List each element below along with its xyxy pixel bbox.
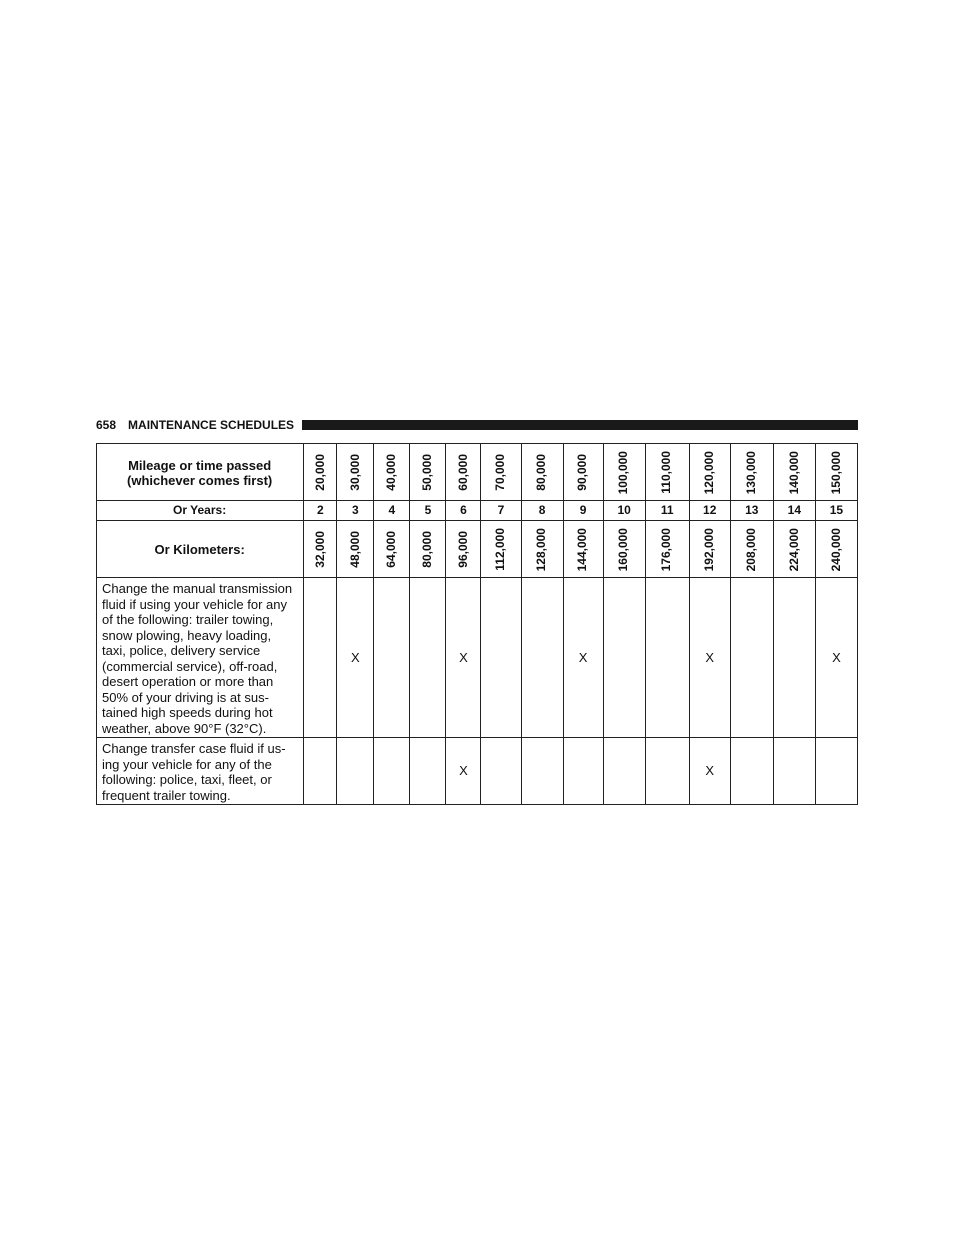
service-mark: X [446,738,481,805]
years-cell: 14 [773,501,815,521]
years-cell: 7 [481,501,521,521]
service-mark [521,738,563,805]
service-mark [481,578,521,738]
kilometers-cell: 208,000 [730,521,773,578]
service-mark [645,738,689,805]
service-mark: X [446,578,481,738]
years-cell: 4 [374,501,410,521]
mileage-cell: 80,000 [521,444,563,501]
kilometers-cell: 224,000 [773,521,815,578]
mileage-cell: 20,000 [304,444,337,501]
schedule-row-manual-transmission [97,578,858,738]
service-mark [815,738,857,805]
years-cell: 10 [603,501,645,521]
kilometers-cell: 96,000 [446,521,481,578]
mileage-cell: 70,000 [481,444,521,501]
kilometers-cell: 144,000 [563,521,603,578]
mileage-cell: 110,000 [645,444,689,501]
mileage-cell: 40,000 [374,444,410,501]
mileage-cell: 60,000 [446,444,481,501]
mileage-cell: 130,000 [730,444,773,501]
kilometers-cell: 32,000 [304,521,337,578]
mileage-label-line: Mileage or time passed [128,457,272,473]
years-cell: 8 [521,501,563,521]
service-mark [304,738,337,805]
kilometers-cell: 192,000 [689,521,730,578]
page-number: 658 [96,418,117,432]
service-mark [603,738,645,805]
service-mark [730,578,773,738]
kilometers-cell: 64,000 [374,521,410,578]
service-mark [521,578,563,738]
kilometers-row [97,521,858,578]
kilometers-cell: 80,000 [410,521,446,578]
service-mark [337,738,374,805]
mileage-cell: 90,000 [563,444,603,501]
service-mark: X [815,578,857,738]
mileage-cell: 50,000 [410,444,446,501]
mileage-cell: 120,000 [689,444,730,501]
header-rule [302,420,858,430]
row-description: Change the manual transmission fluid if using your vehicle for any of the following: trailer towing, snow plowing, heavy loading, taxi, police, delivery service (commercial service), off-road, desert operation or more than 50% of your driving is at sus- tained high speeds during hot weather, above 90°F (32°C). [97,578,304,738]
kilometers-cell: 128,000 [521,521,563,578]
schedule-row-transfer-case [97,738,858,805]
section-title: MAINTENANCE SCHEDULES [128,418,295,432]
kilometers-cell: 176,000 [645,521,689,578]
mileage-label [97,444,304,501]
years-label: Or Years: [97,501,304,521]
service-mark [481,738,521,805]
mileage-row [97,444,858,501]
mileage-cell: 30,000 [337,444,374,501]
service-mark [374,738,410,805]
years-cell: 9 [563,501,603,521]
years-cell: 15 [815,501,857,521]
service-mark [304,578,337,738]
page-header [96,417,858,433]
years-cell: 3 [337,501,374,521]
service-mark [773,578,815,738]
kilometers-label: Or Kilometers: [97,521,304,578]
kilometers-cell: 48,000 [337,521,374,578]
row-description: Change transfer case fluid if us- ing your vehicle for any of the following: police, taxi, fleet, or frequent trailer towing. [97,738,304,805]
service-mark: X [689,738,730,805]
service-mark: X [689,578,730,738]
mileage-cell: 150,000 [815,444,857,501]
service-mark [645,578,689,738]
service-mark: X [337,578,374,738]
service-mark [773,738,815,805]
years-cell: 12 [689,501,730,521]
years-cell: 11 [645,501,689,521]
service-mark [730,738,773,805]
years-cell: 13 [730,501,773,521]
mileage-cell: 140,000 [773,444,815,501]
service-mark [410,738,446,805]
kilometers-cell: 160,000 [603,521,645,578]
years-cell: 2 [304,501,337,521]
service-mark [563,738,603,805]
maintenance-schedule-table [96,443,858,805]
years-cell: 5 [410,501,446,521]
service-mark: X [563,578,603,738]
mileage-label-line: (whichever comes first) [127,473,273,488]
service-mark [410,578,446,738]
years-cell: 6 [446,501,481,521]
kilometers-cell: 112,000 [481,521,521,578]
service-mark [603,578,645,738]
years-row [97,501,858,521]
mileage-cell: 100,000 [603,444,645,501]
kilometers-cell: 240,000 [815,521,857,578]
service-mark [374,578,410,738]
